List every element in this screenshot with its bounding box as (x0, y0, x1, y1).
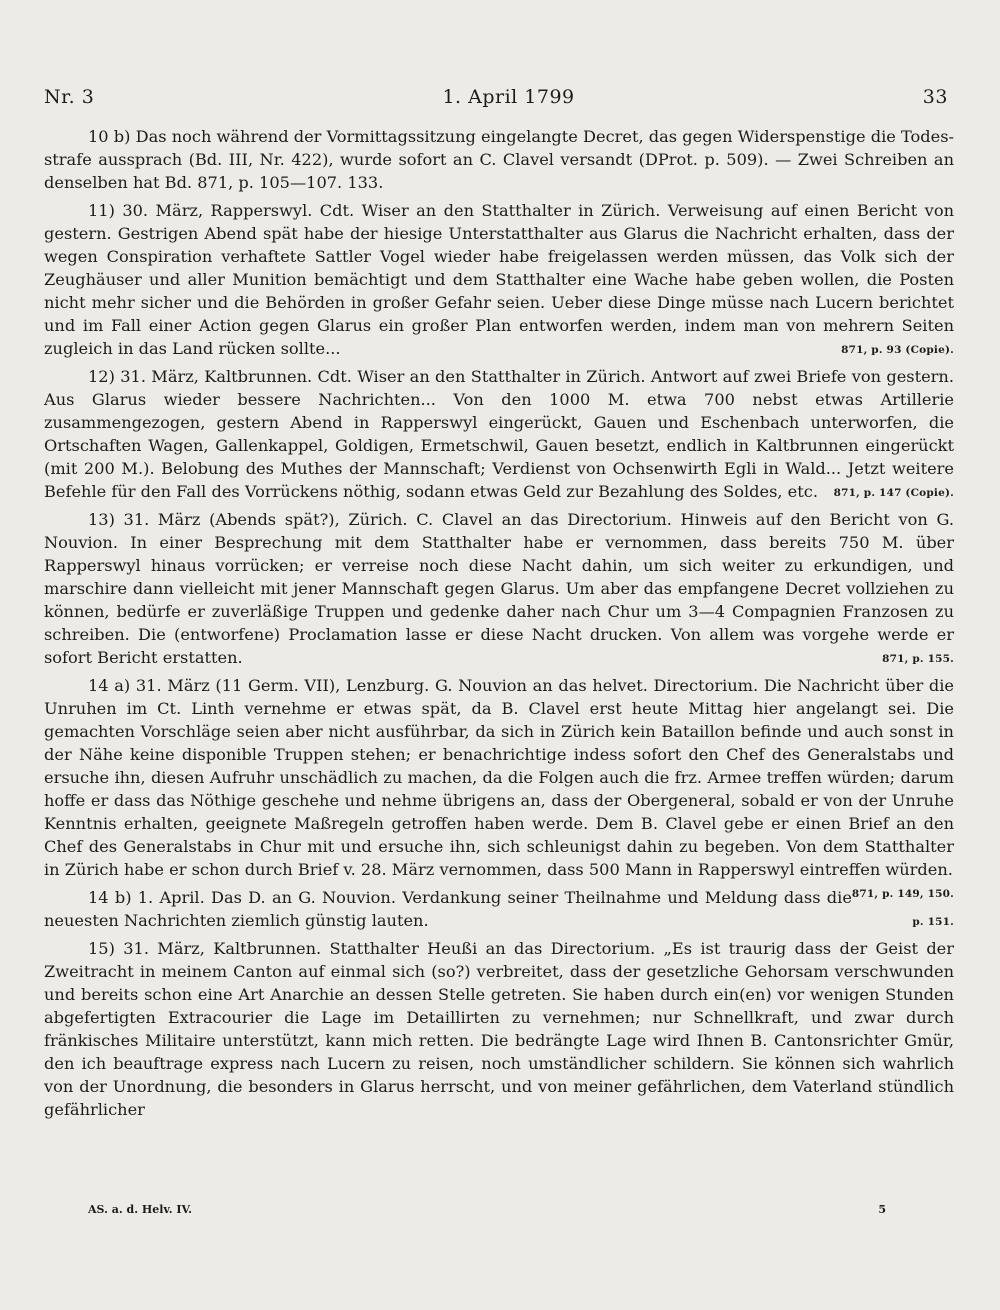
entry-10b (44, 125, 954, 194)
entry-14a (44, 674, 954, 900)
entry-text: Zweitracht in meinem Canton auf einmal sich (so?) verbreitet, dass der gesetzliche Gehorsam verschwunden und bereits schon eine Art Anarchie an dessen Stelle getreten. Sie haben durch ein(en) vor wenigen Stunden abgefertigten Extracourier die Lage im Detaillirten zu vernehmen; nur Schnellkraft, und zwar durch fränkisches Militaire unterstützt, kann mich retten. Die bedrängte Lage wird Ihnen B. Cantonsrichter Gmür, den ich beauftrage express nach Lucern zu reisen, noch umständlicher schildern. Sie können sich wahrlich von der Unordnung, die besonders in Glarus herrscht, und von meiner gefährlichen, dem Vaterland stündlich gefährlicher (44, 962, 954, 1119)
entry-text: gestern. Gestrigen Abend spät habe der hiesige Unterstatthalter aus Glarus die Nachricht erhalten, dass der wegen Conspiration verhaftete Sattler Vogel wieder habe freigelassen werden müssen, das Volk sich der Zeughäuser und aller Munition bemächtigt und dem Statthalter eine Wache habe geben wollen, die Posten nicht mehr sicher und die Behörden in großer Gefahr seien. Ueber diese Dinge müsse nach Lucern berichtet und im Fall einer Action gegen Glarus ein großer Plan entworfen werden, indem man von mehrern Seiten zugleich in das Land rücken sollte... (44, 224, 954, 358)
header-date: 1. April 1799 (442, 86, 575, 108)
entry-13 (44, 508, 954, 669)
entry-text: Nachrichten ziemlich günstig lauten. (123, 911, 429, 930)
page-footer (88, 1203, 886, 1216)
entry-reference: 871, p. 147 (Copie). (833, 487, 954, 499)
entry-reference: p. 151. (912, 916, 954, 928)
entry-first-line: 14 a) 31. März (11 Germ. VII), Lenzburg. G. Nouvion an das helvet. Directorium. Die Nachricht (88, 676, 880, 695)
entry-first-line: 11) 30. März, Rapperswyl. Cdt. Wiser an den Statthalter in Zürich. Verweisung auf einen Bericht von (88, 201, 954, 220)
entry-text: strafe aussprach (Bd. III, Nr. 422), wurde sofort an C. Clavel versandt (DProt. p. 509). — Zwei Schreiben an denselben hat Bd. 871, p. 105—107. 133. (44, 150, 954, 192)
entry-text: über die Unruhen im Ct. Linth vernehme er etwas spät, da B. Clavel erst heute Mittag hier angelangt sei. Die gemachten Vorschläge seien aber nicht ausführbar, da sich in Zürich kein Bataillon befinde und auch sonst in der Nähe keine disponible Truppen stehen; er benachrichtige indess sofort den Chef des Generalstabs und ersuche ihn, diesen Aufruhr unschädlich zu machen, da die Folgen auch die frz. Armee treffen würden; darum hoffe er dass das Nöthige geschehe und nehme übrigens an, dass der Obergeneral, sobald er von der Unruhe Kenntnis erhalten, geeignete Maßregeln getroffen haben werde. Dem B. Clavel gebe er einen Brief an den Chef des Generalstabs in Chur mit und ersuche ihn, sich schleunigst dahin zu begeben. Von dem Statthalter in Zürich habe er schon durch Brief v. 28. März vernommen, dass 500 Mann in Rapperswyl eintreffen würden. (44, 676, 954, 879)
entry-15 (44, 937, 954, 1121)
footer-sheet-number: 5 (878, 1203, 886, 1216)
page-header (44, 86, 948, 108)
entry-text: gestern. Aus Glarus wieder bessere Nachrichten... Von den 1000 M. etwa 700 nebst etwas Artillerie zusammengezogen, gestern Abend in Rapperswyl eingerückt, Gauen und Eschenbach unterworfen, die Ortschaften Wagen, Gallenkappel, Goldigen, Ermetschwil, Gauen besetzt, endlich in Kaltbrunnen eingerückt (mit 200 M.). Belobung des Muthes der Mannschaft; Verdienst von Ochsenwirth Egli in Wald... Jetzt weitere Befehle für den Fall des Vorrückens nöthig, sodann etwas Geld zur Bezahlung des Soldes, etc. (44, 367, 954, 501)
entry-reference: 871, p. 155. (882, 653, 954, 665)
entry-reference: 871, p. 93 (Copie). (841, 344, 954, 356)
entry-12 (44, 365, 954, 503)
entry-11 (44, 199, 954, 360)
entry-first-line: 12) 31. März, Kaltbrunnen. Cdt. Wiser an den Statthalter in Zürich. Antwort auf zwei Briefe von (88, 367, 882, 386)
entry-first-line: 15) 31. März, Kaltbrunnen. Statthalter Heußi an das Directorium. „Es ist traurig dass der Geist der (88, 939, 954, 958)
entry-14b (44, 886, 954, 932)
document-body (44, 125, 954, 1126)
footer-signature: AS. a. d. Helv. IV. (88, 1203, 192, 1216)
entry-text: G. Nouvion. In einer Besprechung mit dem Statthalter habe er vernommen, dass bereits 750 M. über Rapperswyl hinaus vorrücken; er verreise noch diese Nacht dahin, um sich weiter zu erkundigen, und marschire dann vielleicht mit jener Mannschaft gegen Glarus. Um aber das empfangene Decret vollziehen zu können, bedürfe er zuverläßige Truppen und gedenke daher nach Chur um 3—4 Compagnien Franzosen zu schreiben. Die (entworfene) Proclamation lasse er diese Nacht drucken. Von allem was vorgehe werde er sofort Bericht erstatten. (44, 510, 954, 667)
entry-first-line: 13) 31. März (Abends spät?), Zürich. C. Clavel an das Directorium. Hinweis auf den Bericht von (88, 510, 928, 529)
entry-first-line: 10 b) Das noch während der Vormittagssitzung eingelangte Decret, das gegen Widerspenstige die Todes- (88, 127, 954, 146)
header-page-number: 33 (922, 86, 948, 108)
header-number: Nr. 3 (44, 86, 95, 108)
entry-reference: 871, p. 149, 150. (851, 888, 954, 900)
entry-first-line: 14 b) 1. April. Das D. an G. Nouvion. Verdankung seiner Theilnahme und Meldung dass die neuesten (44, 888, 852, 930)
